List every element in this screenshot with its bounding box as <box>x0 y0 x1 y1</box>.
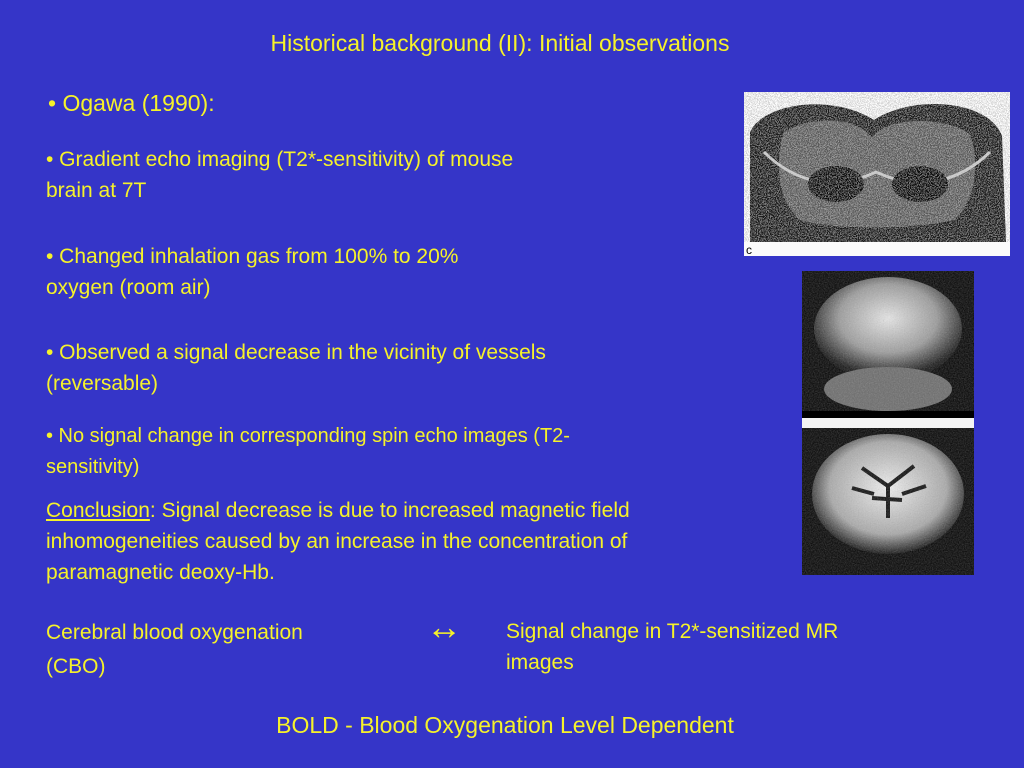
bullet-line: • Gradient echo imaging (T2*-sensitivity) of mouse <box>46 148 514 171</box>
bullet-spin-echo <box>46 421 570 483</box>
image-divider <box>802 418 974 428</box>
bullet-signal-decrease <box>46 337 546 399</box>
relation-right-line: images <box>506 651 574 674</box>
ogawa-heading: • Ogawa (1990): <box>48 90 215 116</box>
bullet-line: (reversable) <box>46 372 159 395</box>
bullet-gradient-echo <box>46 144 513 206</box>
bullet-line: brain at 7T <box>46 179 147 202</box>
coronal-mouse-brain-image <box>744 92 1010 256</box>
lower-brain-scan-graphic <box>802 428 974 575</box>
image-corner-mark: c <box>746 243 752 256</box>
relation-right <box>506 616 838 678</box>
conclusion-line: inhomogeneities caused by an increase in the concentration of <box>46 530 628 553</box>
relation-right-line: Signal change in T2*-sensitized MR <box>506 620 839 643</box>
conclusion-label: Conclusion <box>46 499 150 522</box>
gradient-echo-scan-lower-image <box>802 428 974 575</box>
upper-brain-scan-graphic <box>802 271 974 418</box>
bullet-inhalation-gas <box>46 241 458 303</box>
slide-footer: BOLD - Blood Oxygenation Level Dependent <box>276 712 734 738</box>
double-arrow-icon: ↔ <box>426 606 462 647</box>
bullet-line: • No signal change in corresponding spin echo images (T2- <box>46 425 570 447</box>
relation-left <box>46 616 303 684</box>
relation-left-line: Cerebral blood oxygenation <box>46 621 303 644</box>
conclusion-block <box>46 495 630 588</box>
relation-left-line: (CBO) <box>46 655 106 678</box>
conclusion-line: paramagnetic deoxy-Hb. <box>46 561 275 584</box>
bullet-line: oxygen (room air) <box>46 276 211 299</box>
conclusion-text: : Signal decrease is due to increased magnetic field <box>149 499 630 522</box>
coronal-brain-scan-graphic <box>744 92 1010 256</box>
bullet-line: • Changed inhalation gas from 100% to 20% <box>46 245 459 268</box>
slide-title: Historical background (II): Initial observations <box>270 30 730 56</box>
bullet-line: • Observed a signal decrease in the vicinity of vessels <box>46 341 546 364</box>
gradient-echo-scan-upper-image <box>802 271 974 418</box>
bullet-line: sensitivity) <box>46 456 140 478</box>
